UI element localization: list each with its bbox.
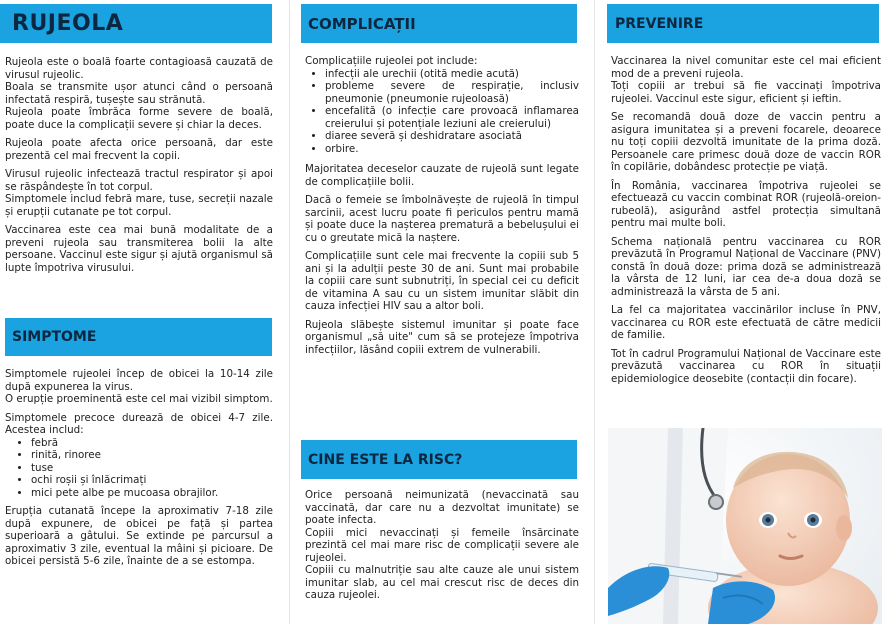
paragraph: Copiii mici nevaccinați și femeile însărcinate prezintă cel mai mare risc de complicații severe ale rujeolei.: [305, 526, 579, 564]
paragraph: Rujeola poate afecta orice persoană, dar este prezentă cel mai frecvent la copii.: [5, 137, 273, 162]
section-title-risc: [301, 440, 577, 479]
column-prevenire: [604, 0, 882, 624]
paragraph: O erupție proeminentă este cel mai vizibil simptom.: [5, 393, 273, 405]
list-item: • encefalită (o infecție care provoacă inflamarea creierului și potențiale leziuni ale creierului): [325, 105, 579, 130]
symptoms-list: [5, 437, 273, 500]
list-item: • ochi roșii și înlăcrimați: [31, 474, 273, 487]
section-title-text: CINE ESTE LA RISC?: [308, 451, 463, 468]
paragraph: Dacă o femeie se îmbolnăvește de rujeolă în timpul sarcinii, acest lucru poate fi periculos pentru mamă și poate duce la nașterea prematură a bebelușului ei cu o greutate mică la naștere.: [305, 194, 579, 244]
paragraph: Complicațiile sunt cele mai frecvente la copiii sub 5 ani și la adulții peste 30 de ani. Sunt mai probabile la copiii care sunt subnutriți, în special cei cu deficit de vitamina A sau cu un sistem imunitar slăbit din cauza infecției HIV sau a altor boli.: [305, 250, 579, 312]
section-title-text: RUJEOLA: [12, 11, 124, 36]
section-title-text: PREVENIRE: [615, 15, 704, 32]
paragraph: Simptomele includ febră mare, tuse, secreții nazale și erupții cutanate pe tot corpul.: [5, 193, 273, 218]
paragraph: La fel ca majoritatea vaccinărilor incluse în PNV, vaccinarea cu ROR este efectuată de către medicii de familie.: [611, 304, 881, 341]
column-rujeola: [0, 0, 278, 624]
complicatii-body: [305, 55, 579, 362]
paragraph: Majoritatea deceselor cauzate de rujeolă sunt legate de complicațiile bolii.: [305, 163, 579, 188]
paragraph: Orice persoană neimunizată (nevaccinată sau vaccinată, dar care nu a dezvoltat imunitate) se poate infecta.: [305, 489, 579, 526]
paragraph: Virusul rujeolic infectează tractul respirator și apoi se răspândește în tot corpul.: [5, 168, 273, 193]
list-item: • orbire.: [325, 143, 579, 156]
paragraph: Complicațiile rujeolei pot include:: [305, 55, 478, 67]
section-title-text: COMPLICAȚII: [308, 14, 416, 33]
list-item: • infecții ale urechii (otită medie acută): [325, 68, 579, 81]
list-item: • tuse: [31, 462, 273, 475]
paragraph: Simptomele precoce durează de obicei 4-7 zile. Acestea includ:: [5, 411, 273, 436]
risc-body: [305, 489, 579, 602]
column-complicatii: [301, 0, 586, 624]
column-divider: [594, 0, 595, 624]
paragraph: Se recomandă două doze de vaccin pentru a asigura imunitatea și a preveni focarele, deoarece nu toți copiii dezvoltă imunitate de la prima doză. Persoanele care primesc două doze de vaccin ROR în copilărie, dobândesc protecție pe viață.: [611, 111, 881, 173]
section-title-rujeola: [0, 4, 272, 43]
paragraph: Simptomele rujeolei încep de obicei la 10-14 zile după expunerea la virus.: [5, 368, 273, 393]
prevenire-body: [611, 55, 881, 391]
section-title-text: SIMPTOME: [12, 329, 97, 345]
rujeola-body: [5, 56, 273, 280]
paragraph: Rujeola slăbește sistemul imunitar și poate face organismul „să uite" cum să se protejeze împotriva infecțiilor, lăsând copiii extrem de vulnerabili.: [305, 318, 579, 356]
list-item: • rinită, rinoree: [31, 449, 273, 462]
paragraph: Tot în cadrul Programului Național de Vaccinare este prevăzută vaccinarea cu ROR în situații epidemiologice deosebite (contacții din focare).: [611, 347, 881, 385]
section-title-simptome: [5, 318, 272, 356]
baby-vaccination-photo: [608, 428, 882, 624]
list-item: • diaree severă și deshidratare asociată: [325, 130, 579, 143]
paragraph: Toți copiii ar trebui să fie vaccinați împotriva rujeolei. Vaccinul este sigur, eficient și ieftin.: [611, 80, 881, 105]
paragraph: Vaccinarea este cea mai bună modalitate de a preveni rujeola sau transmiterea bolii la alte persoane. Vaccinul este sigur și ajută organismul să lupte împotriva virusului.: [5, 224, 273, 274]
paragraph: Rujeola este o boală foarte contagioasă cauzată de virusul rujeolic.: [5, 56, 273, 81]
simptome-body: [5, 368, 273, 574]
paragraph: Schema națională pentru vaccinarea cu ROR prevăzută în Programul Național de Vaccinare (PNV) constă în două doze: prima doză se administrează la vârsta de 12 luni, iar cea de-a doua doză se administrează la vârsta de 5 ani.: [611, 235, 881, 298]
complications-list: [305, 68, 579, 156]
section-title-prevenire: [607, 4, 879, 43]
paragraph: Rujeola poate îmbrăca forme severe de boală, poate duce la complicații severe și chiar la deces.: [5, 106, 273, 131]
paragraph: Erupția cutanată începe la aproximativ 7-18 zile după expunere, de obicei pe față și partea superioară a gâtului. Se extinde pe parcursul a aproximativ 3 zile, eventual la mâini și picioare. De obicei persistă 5-6 zile, înainte de a se estompa.: [5, 505, 273, 567]
list-item: • probleme severe de respirație, inclusiv pneumonie (pneumonie rujeoloasă): [325, 80, 579, 105]
paragraph: Vaccinarea la nivel comunitar este cel mai eficient mod de a preveni rujeola.: [611, 55, 881, 80]
list-item: • mici pete albe pe mucoasa obrajilor.: [31, 487, 273, 500]
paragraph: Copiii cu malnutriție sau alte cauze ale unui sistem imunitar slab, au cel mai crescut risc de deces din cauza rujeolei.: [305, 564, 579, 601]
paragraph: În România, vaccinarea împotriva rujeolei se efectuează cu vaccin combinat ROR (rujeolă-oreion-rubeolă), asigurând astfel protecția simultană pentru mai multe boli.: [611, 179, 881, 229]
section-title-complicatii: [301, 4, 577, 43]
paragraph: Boala se transmite ușor atunci când o persoană infectată respiră, tușește sau strănută.: [5, 81, 273, 106]
baby-vaccination-illustration: [608, 428, 882, 624]
list-item: • febră: [31, 437, 273, 450]
column-divider: [289, 0, 290, 624]
